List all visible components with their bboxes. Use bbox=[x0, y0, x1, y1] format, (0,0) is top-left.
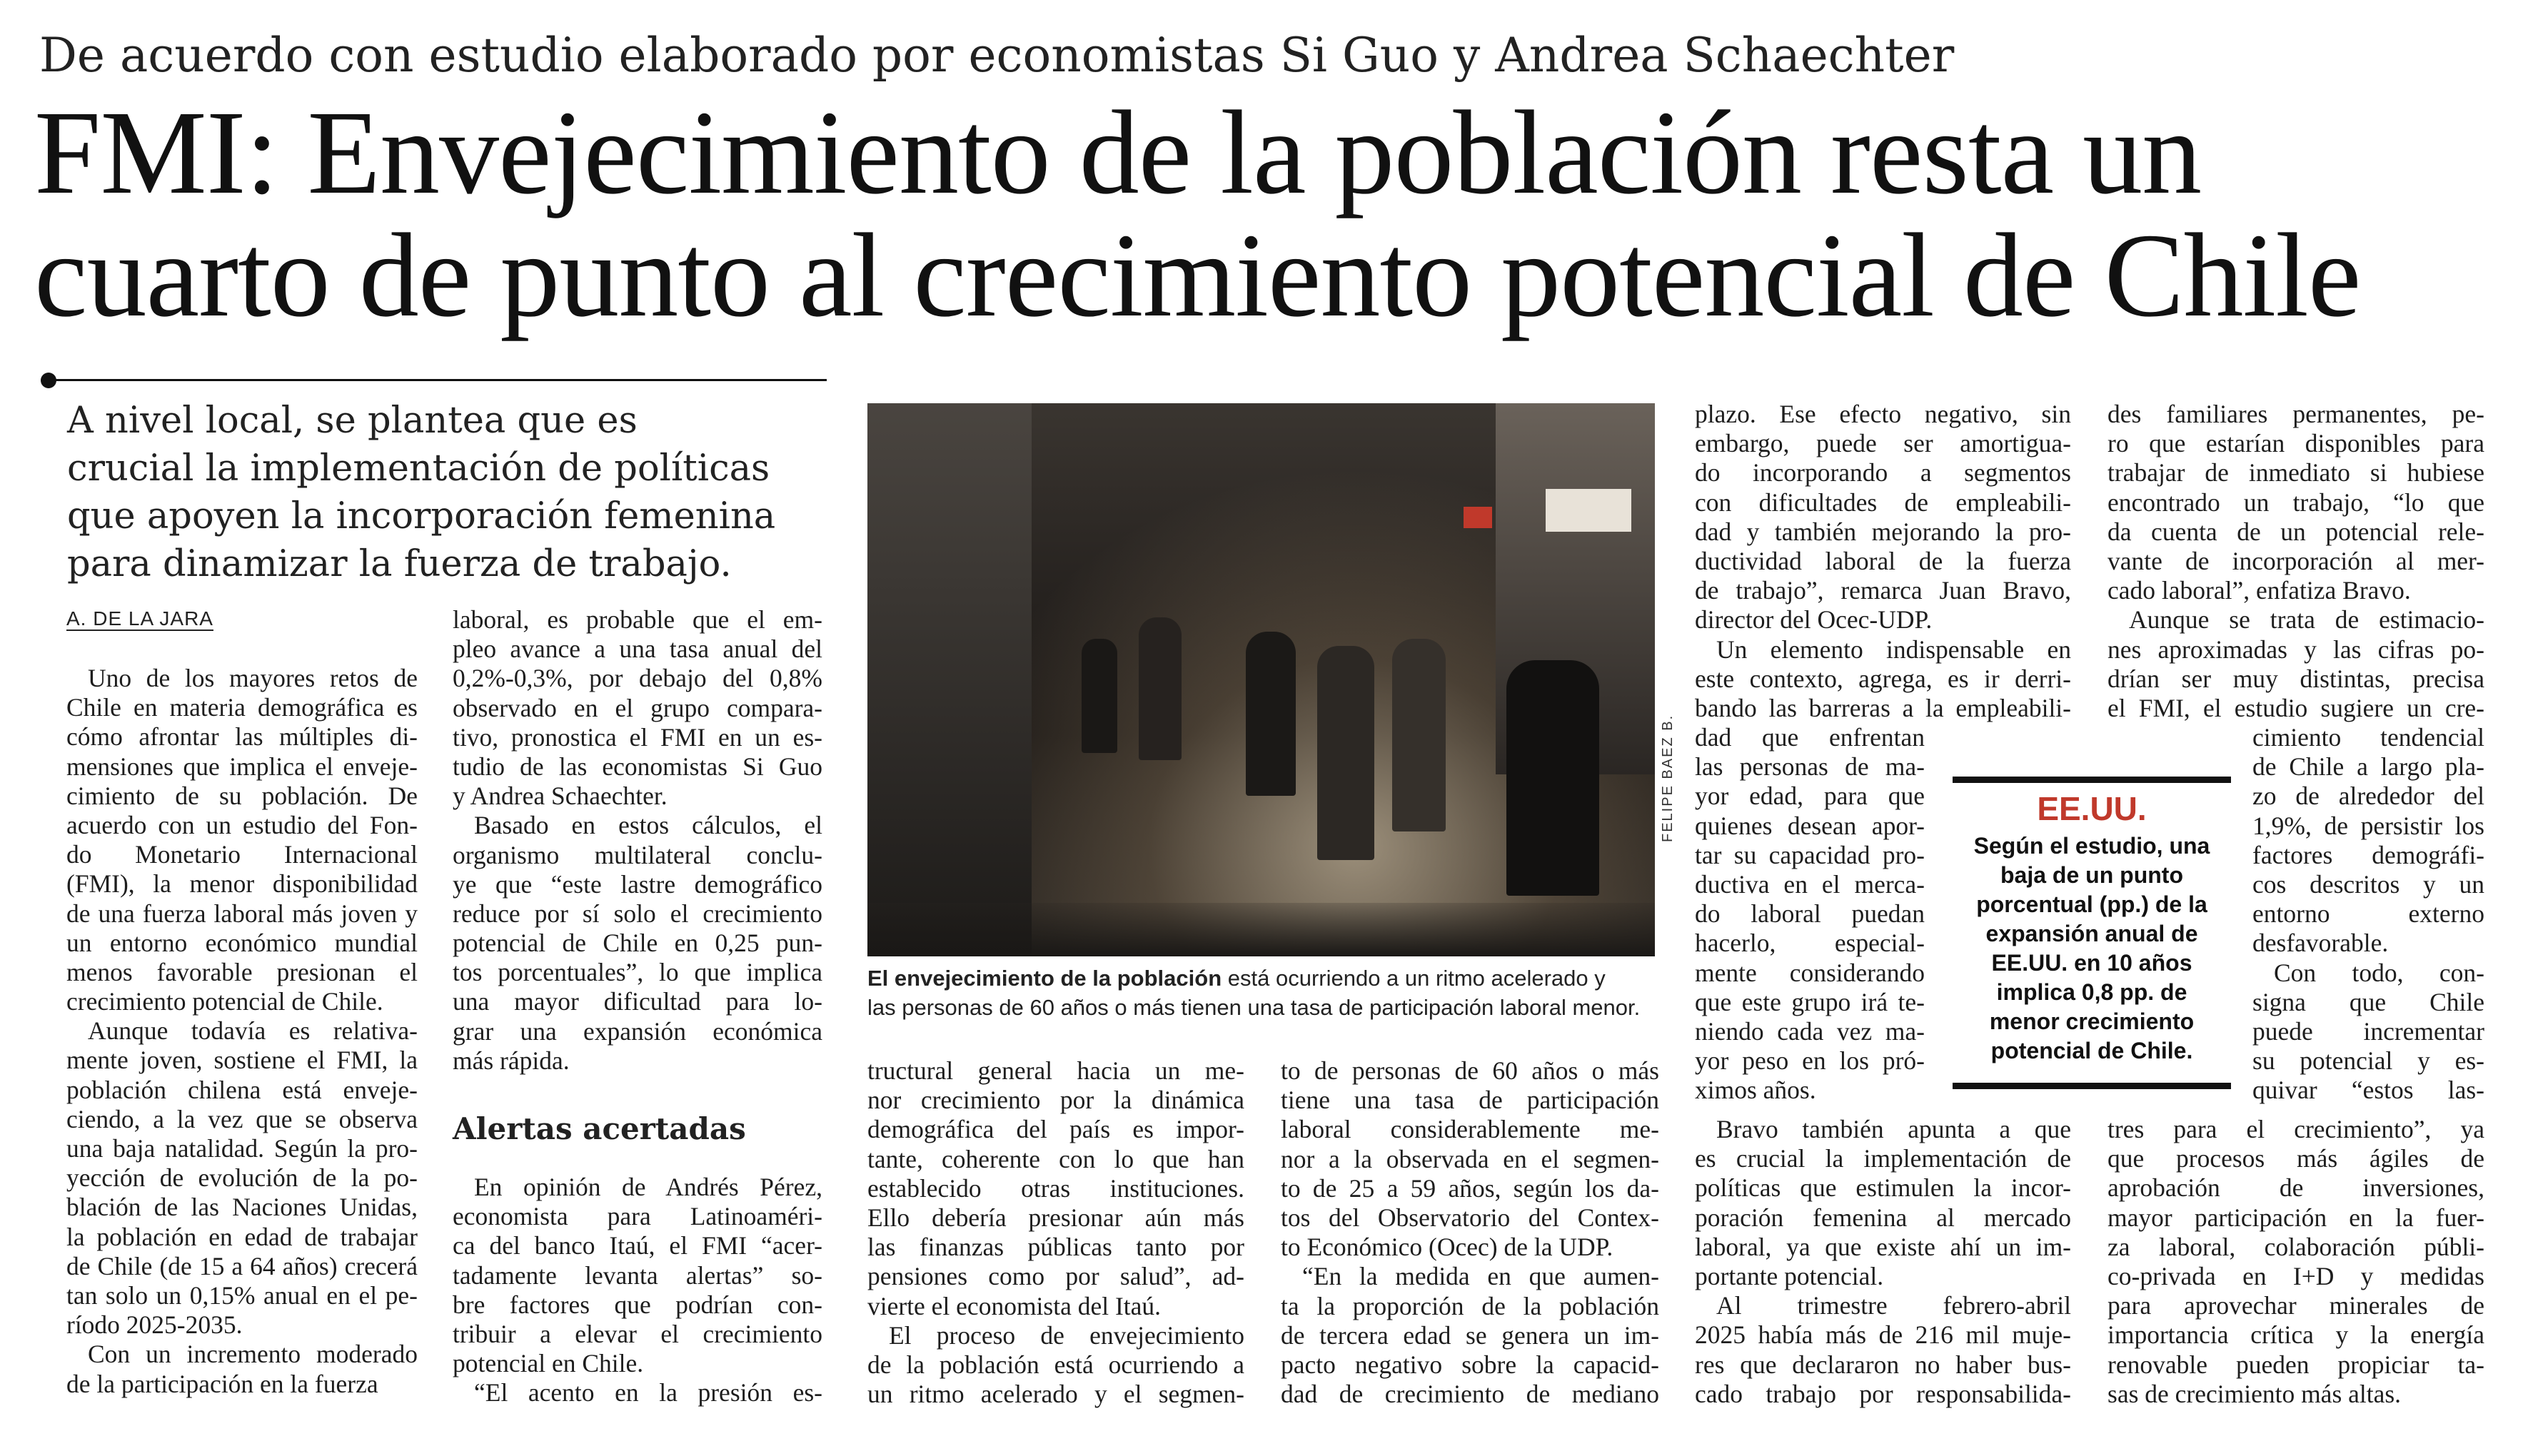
text-line: co-privada en I+D y medidas bbox=[2107, 1261, 2484, 1290]
headline bbox=[34, 86, 2504, 342]
text-line: cimiento tendencial bbox=[2252, 723, 2484, 752]
lead-line: crucial la implementación de políticas bbox=[67, 448, 770, 490]
text-line: ductiva en el merca- bbox=[1695, 869, 1925, 899]
text-line: plazo. Ese efecto negativo, sin bbox=[1695, 400, 2071, 428]
text-line: nor crecimiento por la dinámica bbox=[867, 1086, 1244, 1115]
text-line: de una fuerza laboral más joven y bbox=[66, 899, 418, 928]
text-line: demográfica del país es impor- bbox=[867, 1115, 1244, 1144]
text-line: más rápida. bbox=[453, 1046, 570, 1075]
text-line: portante potencial. bbox=[1695, 1261, 1884, 1290]
lead-line: que apoyen la incorporación femenina bbox=[67, 495, 776, 537]
text-line: cos descritos y un bbox=[2252, 869, 2484, 899]
body-column-6-continued bbox=[2107, 1115, 2484, 1409]
photo-credit: FELIPE BAEZ B. bbox=[1660, 714, 1676, 842]
text-line: una baja natalidad. Según la pro- bbox=[66, 1134, 418, 1163]
caption-line-1 bbox=[867, 964, 1660, 993]
text-line: Aunque se trata de estimacio- bbox=[2129, 605, 2484, 635]
factbox-line: porcentual (pp.) de la bbox=[1976, 891, 2207, 917]
text-line: potencial en Chile. bbox=[453, 1349, 644, 1378]
text-line: tan solo un 0,15% anual en el pe- bbox=[66, 1280, 418, 1310]
text-line: da cuenta de un potencial rele- bbox=[2107, 517, 2484, 546]
text-line: dad que enfrentan bbox=[1695, 723, 1925, 752]
text-line: Con un incremento moderado bbox=[88, 1340, 418, 1369]
text-line: crecimiento potencial de Chile. bbox=[66, 987, 383, 1016]
factbox-line: Según el estudio, una bbox=[1973, 833, 2210, 859]
text-line: Un elemento indispensable en bbox=[1716, 635, 2071, 664]
text-line: tres para el crecimiento”, ya bbox=[2107, 1115, 2484, 1143]
text-line: mensiones que implica el enveje- bbox=[66, 752, 418, 781]
text-line: las personas de ma- bbox=[1695, 752, 1925, 782]
text-line: Con todo, con- bbox=[2274, 958, 2484, 987]
text-line: un entorno económico mundial bbox=[66, 928, 418, 957]
text-line: que este grupo irá te- bbox=[1695, 987, 1925, 1016]
text-line: to de 25 a 59 años, según los da- bbox=[1281, 1173, 1659, 1203]
text-line: es crucial la implementación de bbox=[1695, 1144, 2071, 1173]
lead-summary bbox=[67, 397, 831, 588]
text-line: menos favorable presionan el bbox=[66, 957, 418, 986]
text-line: desfavorable. bbox=[2252, 929, 2389, 958]
text-line: para aprovechar minerales de bbox=[2107, 1291, 2484, 1320]
text-line: aprobación de inversiones, bbox=[2107, 1173, 2484, 1203]
text-line: yección de evolución de la po- bbox=[66, 1163, 418, 1193]
text-line: trabajar de inmediato si hubiese bbox=[2107, 458, 2484, 487]
text-line: Basado en estos cálculos, el bbox=[474, 811, 822, 840]
text-line: quienes desean apor- bbox=[1695, 811, 1925, 840]
body-column-2 bbox=[453, 605, 822, 1076]
text-line: hacerlo, especial- bbox=[1695, 929, 1925, 958]
text-line: tar su capacidad pro- bbox=[1695, 840, 1925, 869]
text-line: cimiento de su población. De bbox=[66, 781, 418, 810]
text-line: yor edad, para que bbox=[1695, 782, 1925, 811]
text-line: En opinión de Andrés Pérez, bbox=[474, 1173, 822, 1201]
text-line: Chile en materia demográfica es bbox=[66, 693, 418, 722]
text-line: el FMI, el estudio sugiere un cre- bbox=[2107, 693, 2484, 722]
text-line: signa que Chile bbox=[2252, 987, 2484, 1016]
headline-line-1: FMI: Envejecimiento de la población resta un bbox=[34, 86, 2202, 219]
text-line: Uno de los mayores retos de bbox=[88, 664, 418, 692]
text-line: to Económico (Ocec) de la UDP. bbox=[1281, 1233, 1613, 1262]
body-column-1 bbox=[66, 664, 418, 1399]
text-line: pleo avance a una tasa anual del bbox=[453, 635, 822, 664]
text-line: embargo, puede ser amortigua- bbox=[1695, 429, 2071, 458]
body-column-3 bbox=[867, 1056, 1244, 1409]
kicker: De acuerdo con estudio elaborado por economistas Si Guo y Andrea Schaechter bbox=[39, 28, 1955, 83]
text-line: Al trimestre febrero-abril bbox=[1716, 1291, 2071, 1320]
text-line: tivo, pronostica el FMI en un es- bbox=[453, 722, 822, 752]
factbox bbox=[1953, 777, 2231, 1089]
text-line: de tercera edad se genera un im- bbox=[1281, 1320, 1659, 1350]
headline-line-2: cuarto de punto al crecimiento potencial de Chile bbox=[34, 209, 2361, 342]
text-line: las finanzas públicas tanto por bbox=[867, 1233, 1244, 1262]
text-line: nor a la observada en el segmen- bbox=[1281, 1144, 1659, 1173]
text-line: factores demográfi- bbox=[2252, 840, 2484, 869]
text-line: tudio de las economistas Si Guo bbox=[453, 752, 822, 781]
text-line: economista para Latinoaméri- bbox=[453, 1202, 822, 1231]
text-line: 1,9%, de persistir los bbox=[2252, 811, 2484, 840]
text-line: drían ser muy distintas, precisa bbox=[2107, 664, 2484, 693]
text-line: ye que “este lastre demográfico bbox=[453, 869, 822, 899]
text-line: entorno externo bbox=[2252, 899, 2484, 929]
text-line: to de personas de 60 años o más bbox=[1281, 1056, 1659, 1085]
text-line: dad y también mejorando la pro- bbox=[1695, 517, 2071, 546]
body-column-5 bbox=[1695, 400, 2071, 723]
text-line: quivar “estos las- bbox=[2252, 1076, 2484, 1105]
text-line: nes aproximadas y las cifras po- bbox=[2107, 635, 2484, 664]
text-line: una mayor dificultad para lo- bbox=[453, 987, 822, 1016]
factbox-body bbox=[1953, 831, 2231, 1066]
factbox-line: potencial de Chile. bbox=[1990, 1038, 2193, 1063]
factbox-line: expansión anual de bbox=[1985, 921, 2198, 946]
text-line: des familiares permanentes, pe- bbox=[2107, 400, 2484, 428]
byline: A. DE LA JARA bbox=[66, 607, 213, 630]
text-line: ríodo 2025-2035. bbox=[66, 1310, 243, 1340]
text-line: do laboral puedan bbox=[1695, 899, 1925, 929]
text-line: tructural general hacia un me- bbox=[867, 1056, 1244, 1085]
text-line: pacto negativo sobre la capacid- bbox=[1281, 1350, 1659, 1379]
text-line: tadamente levanta alertas” so- bbox=[453, 1260, 822, 1290]
text-line: do incorporando a segmentos bbox=[1695, 458, 2071, 487]
text-line: acuerdo con un estudio del Fon- bbox=[66, 810, 418, 839]
body-column-5-continued bbox=[1695, 1115, 2071, 1409]
text-line: de la participación en la fuerza bbox=[66, 1369, 378, 1398]
text-line: establecido otras instituciones. bbox=[867, 1173, 1244, 1203]
news-photo bbox=[867, 403, 1655, 956]
body-column-4 bbox=[1281, 1056, 1659, 1409]
text-line: Ello debería presionar aún más bbox=[867, 1203, 1244, 1232]
text-line: vante de incorporación al mer- bbox=[2107, 546, 2484, 575]
text-line: potencial de Chile en 0,25 pun- bbox=[453, 929, 822, 958]
photo-caption bbox=[867, 964, 1660, 1022]
text-line: población chilena está enveje- bbox=[66, 1075, 418, 1104]
text-line: niendo cada vez ma- bbox=[1695, 1016, 1925, 1046]
text-line: cómo afrontar las múltiples di- bbox=[66, 722, 418, 752]
text-line: mente joven, sostiene el FMI, la bbox=[66, 1046, 418, 1075]
text-line: ductividad laboral de la fuerza bbox=[1695, 546, 2071, 575]
text-line: cado trabajo por responsabilida- bbox=[1695, 1379, 2071, 1408]
text-line: poración femenina al mercado bbox=[1695, 1203, 2071, 1232]
text-line: tos del Observatorio del Contex- bbox=[1281, 1203, 1659, 1232]
text-line: dad de crecimiento de mediano bbox=[1281, 1380, 1659, 1409]
text-line: su potencial y es- bbox=[2252, 1046, 2484, 1076]
text-line: tante, coherente con lo que han bbox=[867, 1144, 1244, 1173]
text-line: El proceso de envejecimiento bbox=[889, 1320, 1244, 1350]
text-line: ta la proporción de la población bbox=[1281, 1291, 1659, 1320]
text-line: ximos años. bbox=[1695, 1076, 1816, 1105]
text-line: organismo multilateral conclu- bbox=[453, 840, 822, 869]
text-line: de trabajo”, remarca Juan Bravo, bbox=[1695, 576, 2071, 605]
text-line: pensiones como por salud”, ad- bbox=[867, 1262, 1244, 1291]
text-line: observado en el grupo compara- bbox=[453, 693, 822, 722]
lead-line: A nivel local, se plantea que es bbox=[67, 400, 638, 442]
text-line: de la población está ocurriendo a bbox=[867, 1350, 1244, 1379]
text-line: sas de crecimiento más altas. bbox=[2107, 1379, 2402, 1408]
text-line: ciendo, a la vez que se observa bbox=[66, 1104, 418, 1133]
text-line: yor peso en los pró- bbox=[1695, 1046, 1925, 1076]
text-line: de Chile a largo pla- bbox=[2252, 752, 2484, 782]
factbox-line: baja de un punto bbox=[2000, 862, 2183, 888]
text-line: Aunque todavía es relativa- bbox=[88, 1016, 418, 1046]
caption-line-2: las personas de 60 años o más tienen una tasa de participación laboral menor. bbox=[867, 995, 1641, 1020]
text-line: reduce por sí solo el crecimiento bbox=[453, 899, 822, 928]
text-line: 0,2%-0,3%, por debajo del 0,8% bbox=[453, 664, 822, 693]
text-line: y Andrea Schaechter. bbox=[453, 782, 668, 811]
lead-rule bbox=[47, 379, 827, 381]
body-column-5-wrap bbox=[1695, 723, 1925, 1105]
text-line: ca del banco Itaú, el FMI “acer- bbox=[453, 1231, 822, 1260]
body-column-6-wrap bbox=[2252, 723, 2484, 1105]
factbox-line: implica 0,8 pp. de bbox=[1996, 979, 2187, 1005]
text-line: con dificultades de empleabili- bbox=[1695, 487, 2071, 517]
text-line: renovable pueden propiciar ta- bbox=[2107, 1350, 2484, 1379]
text-line: que procesos más ágiles de bbox=[2107, 1144, 2484, 1173]
text-line: tiene una tasa de participación bbox=[1281, 1086, 1659, 1115]
text-line: bando las barreras a la empleabili- bbox=[1695, 693, 2071, 722]
text-line: “En la medida en que aumen- bbox=[1302, 1262, 1659, 1291]
factbox-line: EE.UU. en 10 años bbox=[1991, 950, 2192, 976]
text-line: res que declararon no haber bus- bbox=[1695, 1350, 2071, 1379]
text-line: do Monetario Internacional bbox=[66, 840, 418, 869]
text-line: vierte el economista del Itaú. bbox=[867, 1291, 1162, 1320]
text-line: blación de las Naciones Unidas, bbox=[66, 1193, 418, 1222]
text-line: políticas que estimulen la incor- bbox=[1695, 1173, 2071, 1203]
lead-line: para dinamizar la fuerza de trabajo. bbox=[67, 543, 732, 585]
text-line: mente considerando bbox=[1695, 958, 1925, 987]
subhead: Alertas acertadas bbox=[453, 1111, 746, 1146]
text-line: tribuir a elevar el crecimiento bbox=[453, 1319, 822, 1348]
text-line: (FMI), la menor disponibilidad bbox=[66, 869, 418, 899]
text-line: tos porcentuales”, lo que implica bbox=[453, 958, 822, 987]
text-line: “El acento en la presión es- bbox=[474, 1378, 822, 1407]
text-line: zo de alrededor del bbox=[2252, 782, 2484, 811]
caption-bold: El envejecimiento de la población bbox=[867, 966, 1222, 991]
text-line: la población en edad de trabajar bbox=[66, 1222, 418, 1251]
text-line: Bravo también apunta a que bbox=[1716, 1115, 2071, 1143]
text-line: este contexto, agrega, es ir derri- bbox=[1695, 664, 2071, 693]
text-line: laboral, es probable que el em- bbox=[453, 605, 822, 634]
text-line: za laboral, colaboración públi- bbox=[2107, 1232, 2484, 1261]
body-column-2-continued bbox=[453, 1173, 822, 1408]
caption-rest: está ocurriendo a un ritmo acelerado y bbox=[1222, 966, 1606, 991]
text-line: mayor participación en la fuer- bbox=[2107, 1203, 2484, 1232]
factbox-title: EE.UU. bbox=[2037, 790, 2147, 827]
text-line: un ritmo acelerado y el segmen- bbox=[867, 1380, 1244, 1409]
text-line: de Chile (de 15 a 64 años) crecerá bbox=[66, 1251, 418, 1280]
text-line: encontrado un trabajo, “lo que bbox=[2107, 487, 2484, 517]
text-line: cado laboral”, enfatiza Bravo. bbox=[2107, 576, 2411, 605]
text-line: puede incrementar bbox=[2252, 1016, 2484, 1046]
text-line: director del Ocec-UDP. bbox=[1695, 605, 1933, 635]
text-line: bre factores que podrían con- bbox=[453, 1290, 822, 1319]
text-line: grar una expansión económica bbox=[453, 1016, 822, 1046]
body-column-6 bbox=[2107, 400, 2484, 723]
text-line: importancia crítica y la energía bbox=[2107, 1320, 2484, 1350]
text-line: 2025 había más de 216 mil muje- bbox=[1695, 1320, 2071, 1350]
text-line: laboral, ya que existe ahí un im- bbox=[1695, 1232, 2071, 1261]
text-line: ro que estarían disponibles para bbox=[2107, 429, 2484, 458]
text-line: laboral considerablemente me- bbox=[1281, 1115, 1659, 1144]
factbox-line: menor crecimiento bbox=[1989, 1008, 2195, 1034]
